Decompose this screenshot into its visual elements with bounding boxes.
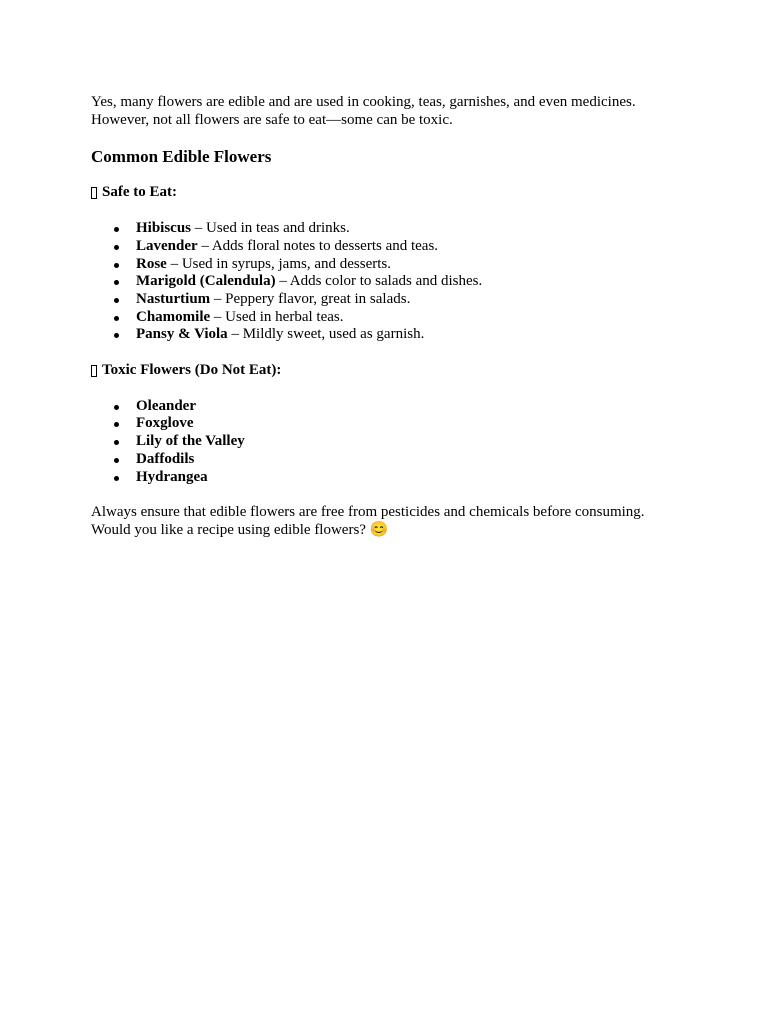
flower-description: – Adds floral notes to desserts and teas. xyxy=(197,237,439,254)
intro-paragraph: Yes, many flowers are edible and are used in cooking, teas, garnishes, and even medicines. However, not all flowers are safe to eat—some can be toxic. xyxy=(91,94,636,128)
list-item xyxy=(136,469,691,487)
flower-name: Hibiscus xyxy=(136,220,192,237)
list-item xyxy=(136,291,691,309)
closing-question: Would you like a recipe using edible flowers? 😊 xyxy=(91,521,389,538)
missing-glyph-icon xyxy=(91,365,97,377)
flower-name: Hydrangea xyxy=(136,468,208,485)
flower-name: Lavender xyxy=(136,237,198,254)
flower-name: Pansy & Viola xyxy=(136,326,228,343)
closing-line: Always ensure that edible flowers are free from pesticides and chemicals before consuming. xyxy=(91,504,645,521)
toxic-heading-label: Toxic Flowers (Do Not Eat): xyxy=(102,362,282,379)
flower-name: Chamomile xyxy=(136,308,211,325)
list-item xyxy=(136,415,691,433)
flower-name: Lily of the Valley xyxy=(136,433,245,450)
flower-description: – Used in syrups, jams, and desserts. xyxy=(166,255,391,272)
section-title: Common Edible Flowers xyxy=(91,147,272,167)
flower-name: Foxglove xyxy=(136,415,194,432)
list-item xyxy=(136,433,691,451)
list-item xyxy=(136,238,691,256)
flower-name: Rose xyxy=(136,255,167,272)
list-item xyxy=(136,256,691,274)
list-item xyxy=(136,398,691,416)
safe-heading xyxy=(91,184,691,202)
flower-name: Marigold (Calendula) xyxy=(136,273,276,290)
flower-name: Oleander xyxy=(136,397,196,414)
safe-heading-label: Safe to Eat: xyxy=(102,184,177,201)
list-item xyxy=(136,451,691,469)
flower-description: – Mildly sweet, used as garnish. xyxy=(227,326,425,343)
toxic-flowers-list xyxy=(91,398,691,487)
list-item xyxy=(136,273,691,291)
toxic-heading xyxy=(91,362,691,380)
document-body xyxy=(91,94,691,540)
list-item xyxy=(136,326,691,344)
list-item xyxy=(136,220,691,238)
flower-name: Daffodils xyxy=(136,450,195,467)
missing-glyph-icon xyxy=(91,187,97,199)
flower-description: – Adds color to salads and dishes. xyxy=(275,273,483,290)
flower-description: – Used in herbal teas. xyxy=(210,308,344,325)
flower-description: – Peppery flavor, great in salads. xyxy=(210,290,411,307)
safe-flowers-list xyxy=(91,220,691,344)
list-item xyxy=(136,309,691,327)
flower-name: Nasturtium xyxy=(136,290,211,307)
flower-description: – Used in teas and drinks. xyxy=(191,220,350,237)
